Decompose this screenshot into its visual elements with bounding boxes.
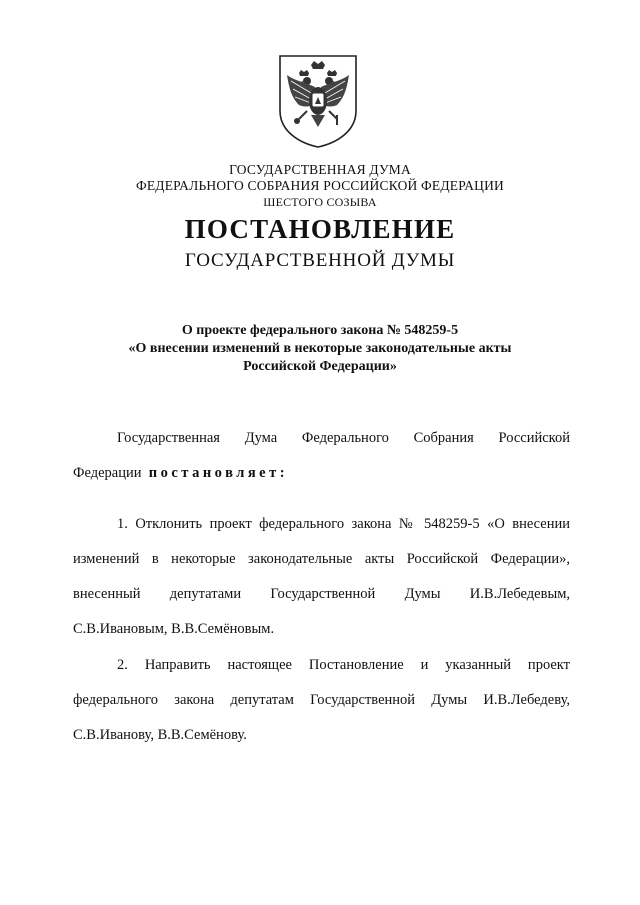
preamble-text: Федерации: [73, 465, 142, 481]
subject-line: О проекте федерального закона № 548259-5: [181, 323, 459, 338]
item-1-paragraph: [73, 507, 570, 647]
header-line-convocation: ШЕСТОГО СОЗЫВА: [263, 195, 377, 209]
paragraph-line: внесенный депутатами Государственной Думы И.В.Лебедевым,: [73, 586, 570, 602]
paragraph-line: изменений в некоторые законодательные акты Российской Федерации»,: [73, 551, 570, 567]
paragraph-line: С.В.Иванову, В.В.Семёнову.: [73, 727, 247, 743]
paragraph-line: 1. Отклонить проект федерального закона № 548259-5 «О внесении: [117, 516, 570, 532]
russian-coat-of-arms-icon: [277, 53, 359, 149]
document-issuer-title: ГОСУДАРСТВЕННОЙ ДУМЫ: [184, 250, 456, 271]
paragraph-line: 2. Направить настоящее Постановление и указанный проект: [117, 657, 570, 673]
subject-line: Российской Федерации»: [243, 359, 397, 374]
item-2-paragraph: [73, 648, 570, 753]
resolves-emphasis: постановляет:: [148, 465, 289, 481]
paragraph-line: Государственная Дума Федерального Собрания Российской: [117, 430, 570, 446]
document-subject: [0, 322, 640, 376]
document-type-title: ПОСТАНОВЛЕНИЕ: [184, 214, 456, 244]
paragraph-line: С.В.Ивановым, В.В.Семёновым.: [73, 621, 275, 637]
paragraph-line: федерального закона депутатам Государственной Думы И.В.Лебедеву,: [73, 692, 570, 708]
preamble-paragraph: [73, 421, 570, 491]
header-line-duma: ГОСУДАРСТВЕННАЯ ДУМА: [229, 162, 411, 177]
subject-line: «О внесении изменений в некоторые законодательные акты: [128, 341, 512, 356]
header-line-federal-assembly: ФЕДЕРАЛЬНОГО СОБРАНИЯ РОССИЙСКОЙ ФЕДЕРАЦИИ: [136, 178, 504, 193]
issuing-body-header: [0, 162, 640, 210]
paragraph-line: [73, 456, 570, 491]
